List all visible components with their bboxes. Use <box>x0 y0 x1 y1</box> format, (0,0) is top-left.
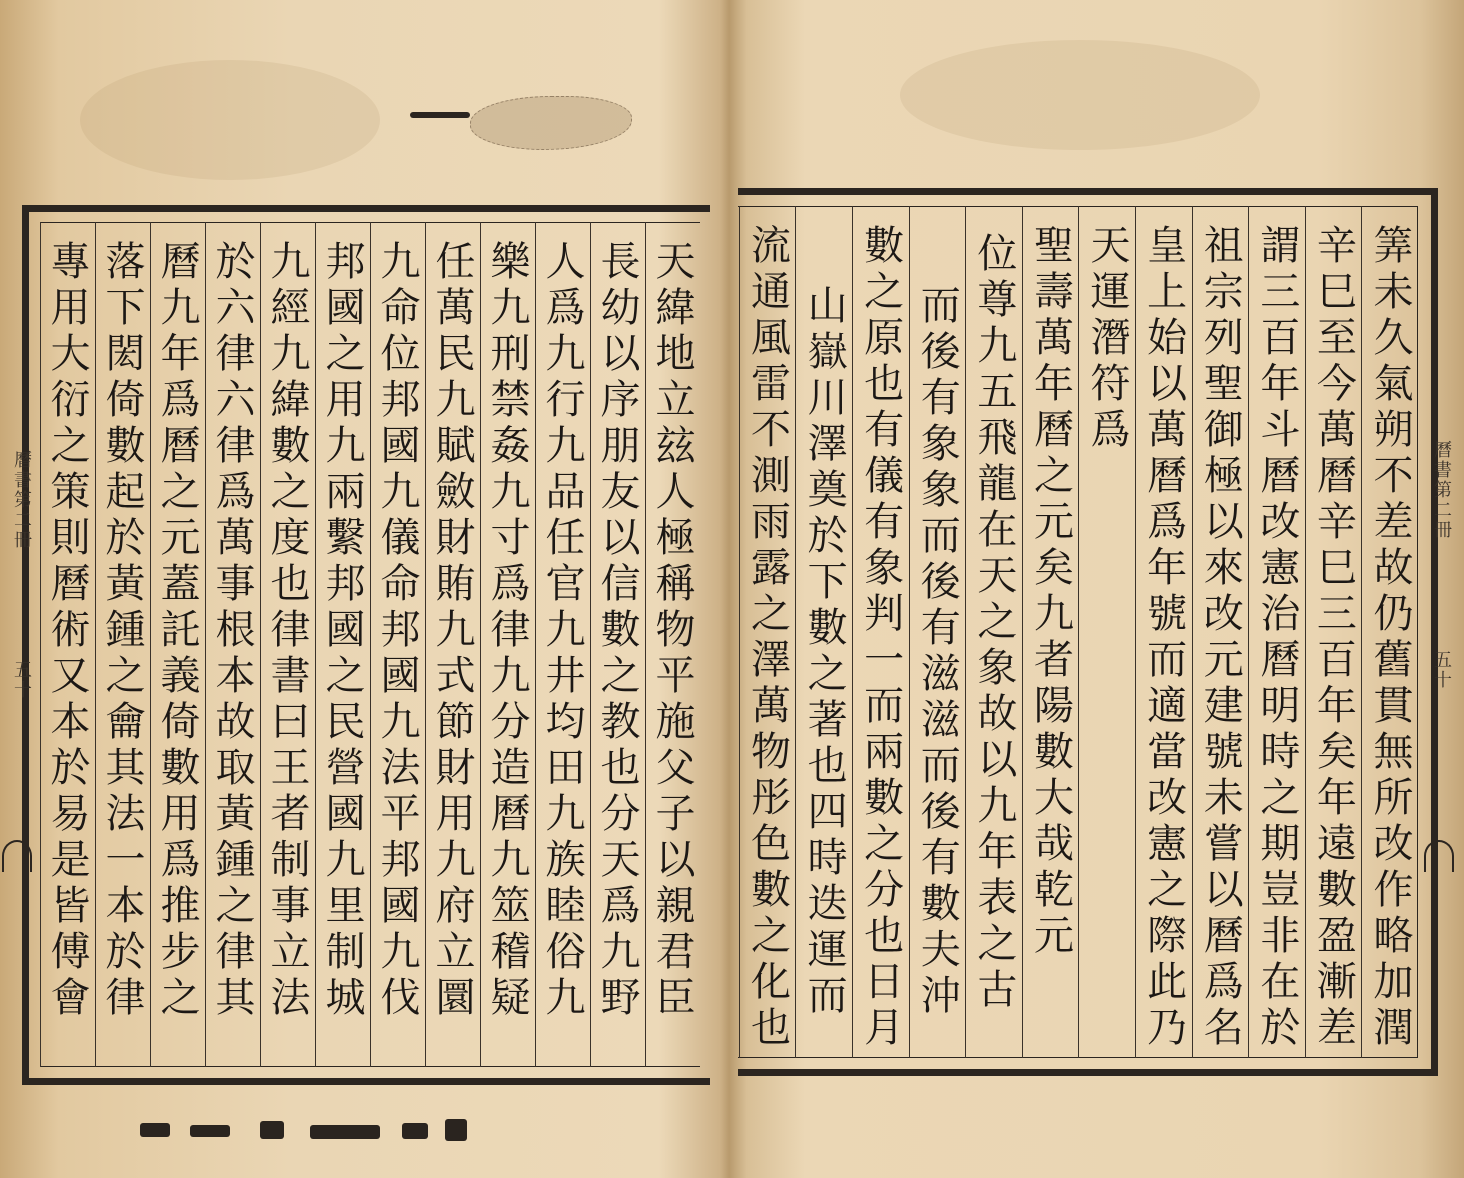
text-column: 樂九刑禁姦九寸爲律九分造曆九筮稽疑 <box>480 222 535 1067</box>
text-column: 謂三百年斗曆改憲治曆明時之期豈非在於 <box>1248 206 1305 1058</box>
text-column: 流通風雷不測雨露之澤萬物彤色數之化也 <box>739 206 796 1058</box>
text-column: 而後有象象而後有滋滋而後有數夫沖 <box>909 206 966 1058</box>
fish-tail-mark <box>2 840 32 872</box>
text-column: 數之原也有儀有象判一而兩數之分也日月 <box>852 206 909 1058</box>
text-column: 九命位邦國九儀命邦國九法平邦國九伐 <box>370 222 425 1067</box>
folio-number: 五十 <box>1431 650 1452 690</box>
text-column: 長幼以序朋友以信數之教也分天爲九野 <box>590 222 645 1067</box>
ink-blot <box>445 1119 467 1141</box>
ink-blot <box>260 1121 284 1139</box>
text-column: 皇上始以萬曆爲年號而適當改憲之際此乃 <box>1135 206 1192 1058</box>
text-column: 曆九年爲曆之元蓋託義倚數用爲推步之 <box>150 222 205 1067</box>
text-column: 任萬民九賦斂財賄九式節財用九府立圜 <box>425 222 480 1067</box>
text-column: 辛巳至今萬曆辛巳三百年矣年遠數盈漸差 <box>1305 206 1362 1058</box>
text-column: 九經九緯數之度也律書曰王者制事立法 <box>260 222 315 1067</box>
insect-damage <box>470 96 632 150</box>
text-column: 筭未久氣朔不差故仍舊貫無所改作略加潤 <box>1361 206 1418 1058</box>
paper-stain <box>900 40 1260 150</box>
right-page-text <box>738 206 1418 1058</box>
ink-damage <box>140 1115 480 1145</box>
left-page-text <box>40 222 700 1067</box>
text-column: 於六律六律爲萬事根本故取黃鍾之律其 <box>205 222 260 1067</box>
ink-blot <box>310 1125 380 1139</box>
text-column: 落下閎倚數起於黃鍾之龠其法一本於律 <box>95 222 150 1067</box>
text-column: 聖壽萬年曆之元矣九者陽數大哉乾元 <box>1022 206 1079 1058</box>
gutter-title: 曆書第二冊 <box>1431 440 1452 540</box>
ink-scratch <box>410 112 470 118</box>
text-column: 祖宗列聖御極以來改元建號未嘗以曆爲名 <box>1192 206 1249 1058</box>
text-column: 山嶽川澤奠於下數之著也四時迭運而 <box>795 206 852 1058</box>
left-gutter <box>0 420 38 890</box>
ink-blot <box>140 1123 170 1137</box>
gutter-title: 曆書第二冊 <box>11 450 32 550</box>
fish-tail-mark <box>1424 840 1454 872</box>
right-gutter <box>1414 420 1462 890</box>
text-column: 天緯地立玆人極稱物平施父子以親君臣 <box>645 222 700 1067</box>
ink-blot <box>190 1125 230 1137</box>
text-column: 位尊九五飛龍在天之象故以九年表之古 <box>965 206 1022 1058</box>
text-column: 天運潛符爲 <box>1078 206 1135 1058</box>
text-column: 人爲九行九品任官九井均田九族睦俗九 <box>535 222 590 1067</box>
text-column: 邦國之用九兩繫邦國之民營國九里制城 <box>315 222 370 1067</box>
folio-number: 五十 <box>11 660 32 700</box>
ink-blot <box>402 1123 428 1139</box>
paper-stain <box>80 60 380 180</box>
text-column: 專用大衍之策則曆術又本於易是皆傅會 <box>40 222 95 1067</box>
